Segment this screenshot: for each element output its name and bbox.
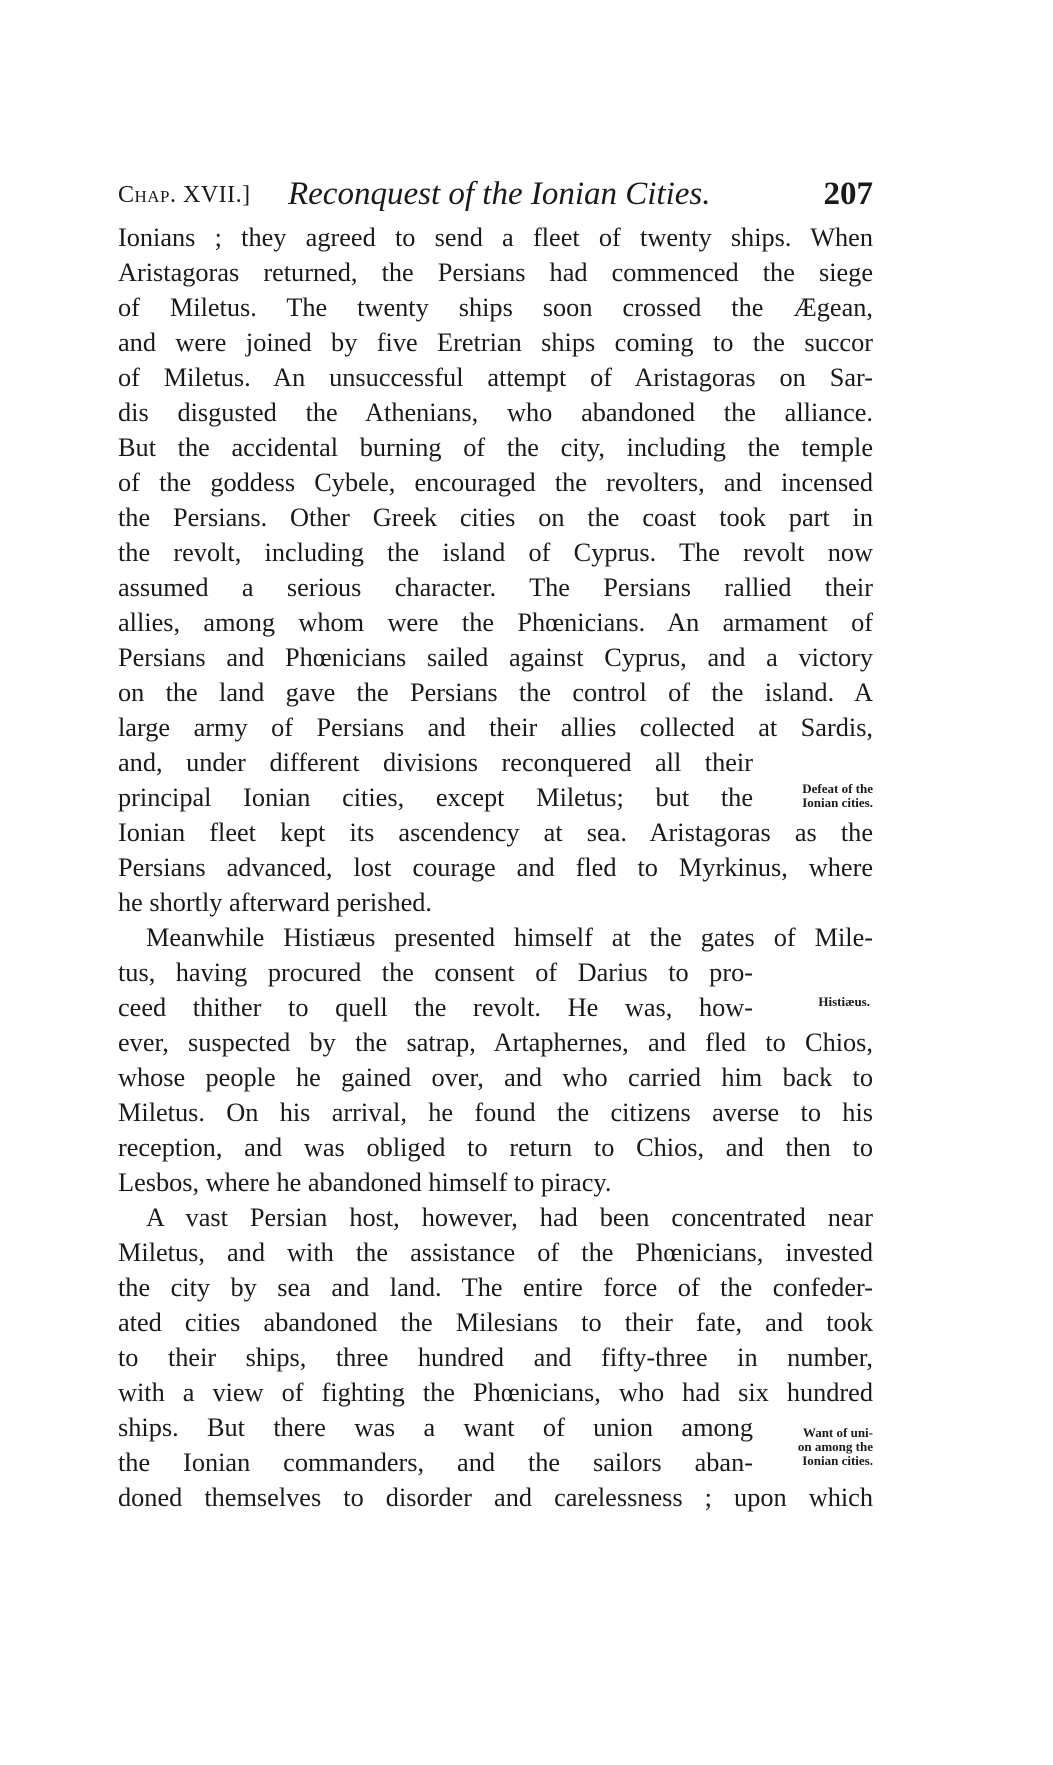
margin-note-line: Ionian cities. — [802, 1453, 873, 1468]
text-line: Meanwhile Histiæus presented himself at the gates of Mile- — [146, 923, 873, 952]
text-line: Ionians ; they agreed to send a fleet of twenty ships. When — [118, 223, 873, 252]
text-line: with a view of fighting the Phœnicians, who had six hundred — [118, 1378, 873, 1407]
margin-note-line: Ionian cities. — [802, 795, 873, 810]
page-number: 207 — [823, 176, 873, 212]
text-line: Ionian fleet kept its ascendency at sea. Aristagoras as the — [118, 818, 873, 847]
margin-note-want-of-union — [764, 1426, 873, 1468]
paragraph-3 — [118, 1200, 873, 1515]
margin-note-defeat — [764, 782, 873, 810]
text-line: of Miletus. The twenty ships soon crossed the Ægean, — [118, 293, 873, 322]
text-line: the revolt, including the island of Cyprus. The revolt now — [118, 538, 873, 567]
text-line: dis disgusted the Athenians, who abandoned the alliance. — [118, 398, 873, 427]
page-title: Reconquest of the Ionian Cities. — [288, 176, 711, 212]
text-line: of Miletus. An unsuccessful attempt of Aristagoras on Sar- — [118, 363, 873, 392]
text-line: to their ships, three hundred and fifty-three in number, — [118, 1343, 873, 1372]
text-line: ships. But there was a want of union among — [118, 1413, 753, 1442]
text-line: the Ionian commanders, and the sailors aban- — [118, 1448, 753, 1477]
margin-note-line: Defeat of the — [802, 781, 873, 796]
text-line: ceed thither to quell the revolt. He was, how- — [118, 993, 753, 1022]
margin-note-histiaeus — [764, 995, 870, 1009]
margin-note-line: on among the — [797, 1439, 873, 1454]
text-line: reception, and was obliged to return to Chios, and then to — [118, 1133, 873, 1162]
text-line: ever, suspected by the satrap, Artaphernes, and fled to Chios, — [118, 1028, 873, 1057]
text-line: he shortly afterward perished. — [118, 888, 432, 917]
text-line: principal Ionian cities, except Miletus; but the — [118, 783, 753, 812]
text-line: Lesbos, where he abandoned himself to piracy. — [118, 1168, 612, 1197]
text-line: and, under different divisions reconquered all their — [118, 748, 753, 777]
running-header — [118, 176, 873, 216]
text-line: doned themselves to disorder and carelessness ; upon which — [118, 1483, 873, 1512]
text-line: of the goddess Cybele, encouraged the revolters, and incensed — [118, 468, 873, 497]
text-line: A vast Persian host, however, had been concentrated near — [146, 1203, 873, 1232]
margin-note-line: Want of uni- — [802, 1425, 873, 1440]
text-line: whose people he gained over, and who carried him back to — [118, 1063, 873, 1092]
text-line: Aristagoras returned, the Persians had commenced the siege — [118, 258, 873, 287]
text-line: ated cities abandoned the Milesians to their fate, and took — [118, 1308, 873, 1337]
text-line: and were joined by five Eretrian ships coming to the succor — [118, 328, 873, 357]
text-line: allies, among whom were the Phœnicians. An armament of — [118, 608, 873, 637]
text-line: on the land gave the Persians the control of the island. A — [118, 678, 873, 707]
text-line: the city by sea and land. The entire force of the confeder- — [118, 1273, 873, 1302]
text-line: Persians advanced, lost courage and fled to Myrkinus, where — [118, 853, 873, 882]
text-line: assumed a serious character. The Persians rallied their — [118, 573, 873, 602]
paragraph-2 — [118, 920, 873, 1200]
text-line: Miletus, and with the assistance of the Phœnicians, invested — [118, 1238, 873, 1267]
text-line: But the accidental burning of the city, including the temple — [118, 433, 873, 462]
paragraph-1 — [118, 220, 873, 920]
text-line: Miletus. On his arrival, he found the citizens averse to his — [118, 1098, 873, 1127]
text-line: large army of Persians and their allies collected at Sardis, — [118, 713, 873, 742]
text-line: Persians and Phœnicians sailed against Cyprus, and a victory — [118, 643, 873, 672]
margin-note-line: Histiæus. — [818, 994, 870, 1009]
text-line: tus, having procured the consent of Darius to pro- — [118, 958, 753, 987]
text-line: the Persians. Other Greek cities on the coast took part in — [118, 503, 873, 532]
chapter-label: Chap. XVII.] — [118, 182, 251, 208]
